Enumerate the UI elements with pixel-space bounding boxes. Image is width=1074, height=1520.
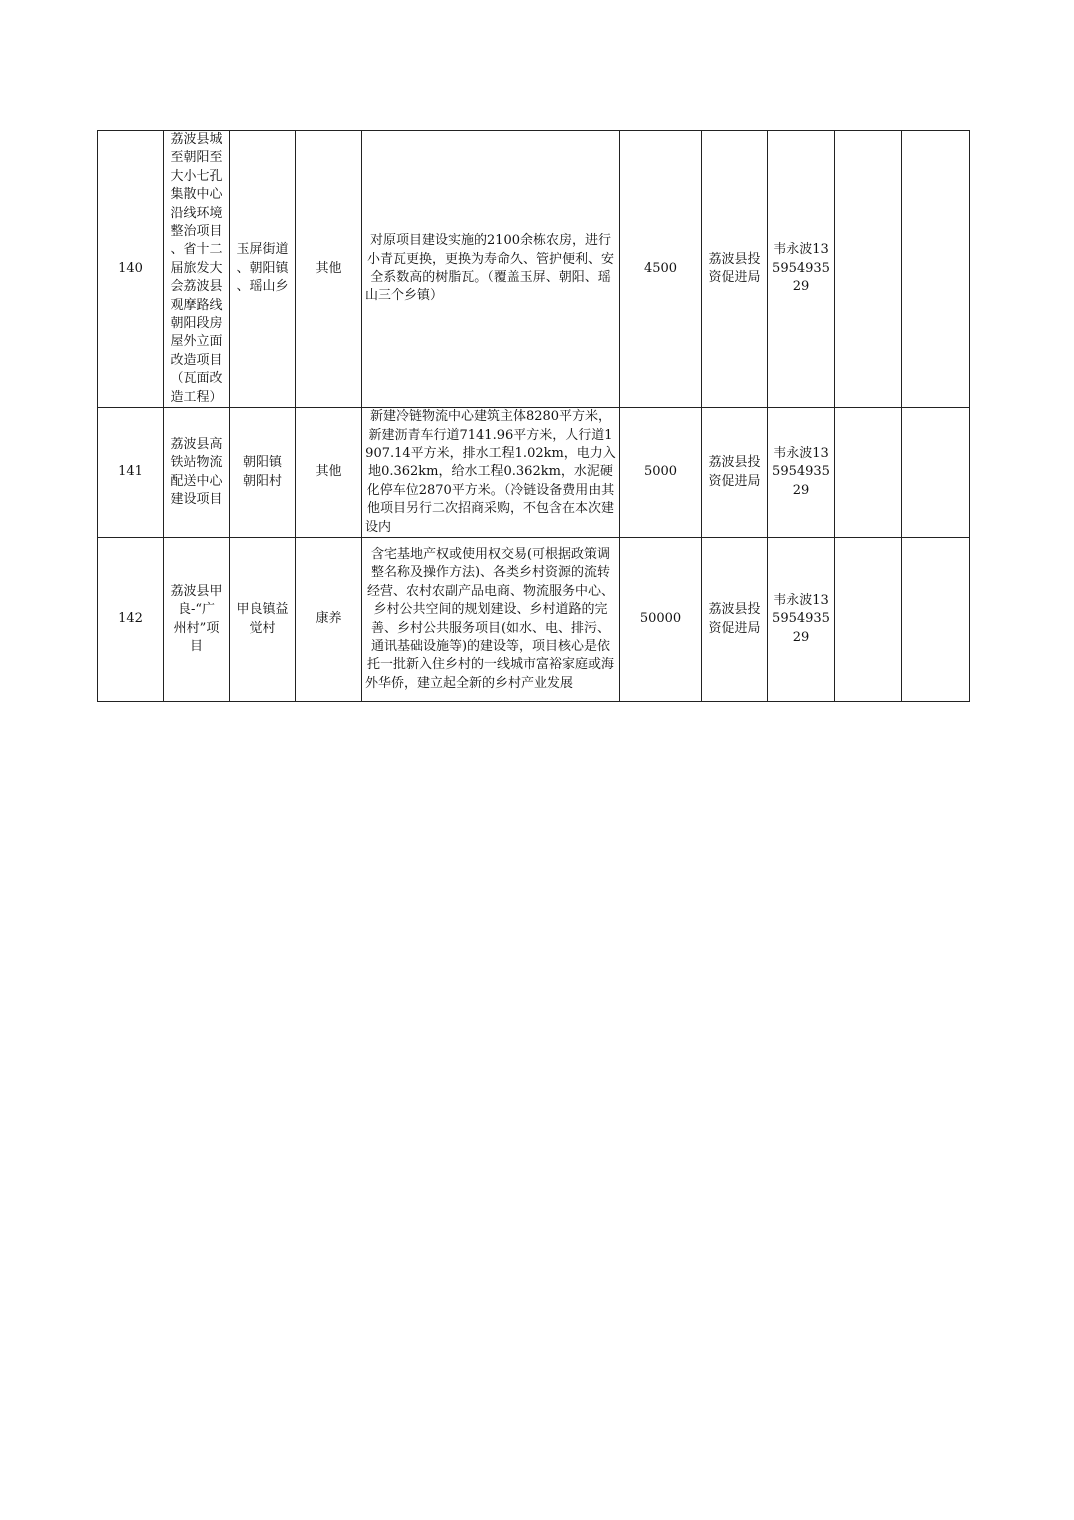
responsible-unit: 荔波县投资促进局 (702, 538, 768, 702)
row-number: 141 (98, 408, 164, 538)
content-cell (362, 408, 620, 538)
empty-cell (902, 408, 970, 538)
contact-info: 韦永波13595493529 (768, 408, 835, 538)
project-name: 荔波县甲 良-“广 州村”项 目 (170, 583, 223, 654)
empty-cell (835, 538, 902, 702)
location-cell (230, 131, 296, 408)
project-location: 甲良镇益 觉村 (236, 602, 289, 636)
empty-cell (835, 408, 902, 538)
table-row (98, 408, 970, 538)
project-table (97, 130, 970, 702)
project-location: 朝阳镇 朝阳村 (242, 455, 282, 489)
empty-cell (902, 538, 970, 702)
row-number: 142 (98, 538, 164, 702)
content-cell (362, 538, 620, 702)
project-content: 含宅基地产权或使用权交易(可根据政策调整名称及操作方法)、各类乡村资源的流转经营、农村农副产品电商、物流服务中心、乡村公共空间的规划建设、乡村道路的完善、乡村公共服务项目(如水、电、排污、通讯基础设施等)的建设等，项目核心是依托一批新入住乡村的一线城市富裕家庭或海外华侨，建立起全新的乡村产业发展 (365, 546, 614, 691)
table-row (98, 538, 970, 702)
empty-cell (902, 131, 970, 408)
project-name-cell (164, 131, 230, 408)
project-name-cell (164, 408, 230, 538)
project-name: 荔波县城 至朝阳至 大小七孔 集散中心 沿线环境 整治项目 、省十二 届旅发大 会荔波县 观摩路线 朝阳段房 屋外立面 改造项目 （瓦面改 造工程） (170, 132, 223, 405)
project-name: 荔波县高 铁站物流 配送中心 建设项目 (170, 436, 223, 507)
project-name-cell (164, 538, 230, 702)
investment-amount: 50000 (620, 538, 702, 702)
contact-info: 韦永波13595493529 (768, 131, 835, 408)
contact-info: 韦永波13595493529 (768, 538, 835, 702)
investment-amount: 5000 (620, 408, 702, 538)
responsible-unit: 荔波县投资促进局 (702, 131, 768, 408)
project-type: 其他 (296, 131, 362, 408)
location-cell (230, 408, 296, 538)
content-cell (362, 131, 620, 408)
table-row (98, 131, 970, 408)
location-cell (230, 538, 296, 702)
project-content: 对原项目建设实施的2100余栋农房，进行小青瓦更换，更换为寿命久、管护便利、安全系数高的树脂瓦。（覆盖玉屏、朝阳、瑶山三个乡镇） (365, 233, 614, 304)
project-type: 其他 (296, 408, 362, 538)
responsible-unit: 荔波县投资促进局 (702, 408, 768, 538)
project-location: 玉屏街道 、朝阳镇 、瑶山乡 (236, 242, 289, 295)
project-content: 新建冷链物流中心建筑主体8280平方米，新建沥青车行道7141.96平方米，人行道1907.14平方米，排水工程1.02km，电力入地0.362km，给水工程0.362km，水泥硬化停车位2870平方米。（冷链设备费用由其他项目另行二次招商采购，不包含在本次建设内 (365, 409, 616, 535)
empty-cell (835, 131, 902, 408)
project-type: 康养 (296, 538, 362, 702)
investment-amount: 4500 (620, 131, 702, 408)
row-number: 140 (98, 131, 164, 408)
